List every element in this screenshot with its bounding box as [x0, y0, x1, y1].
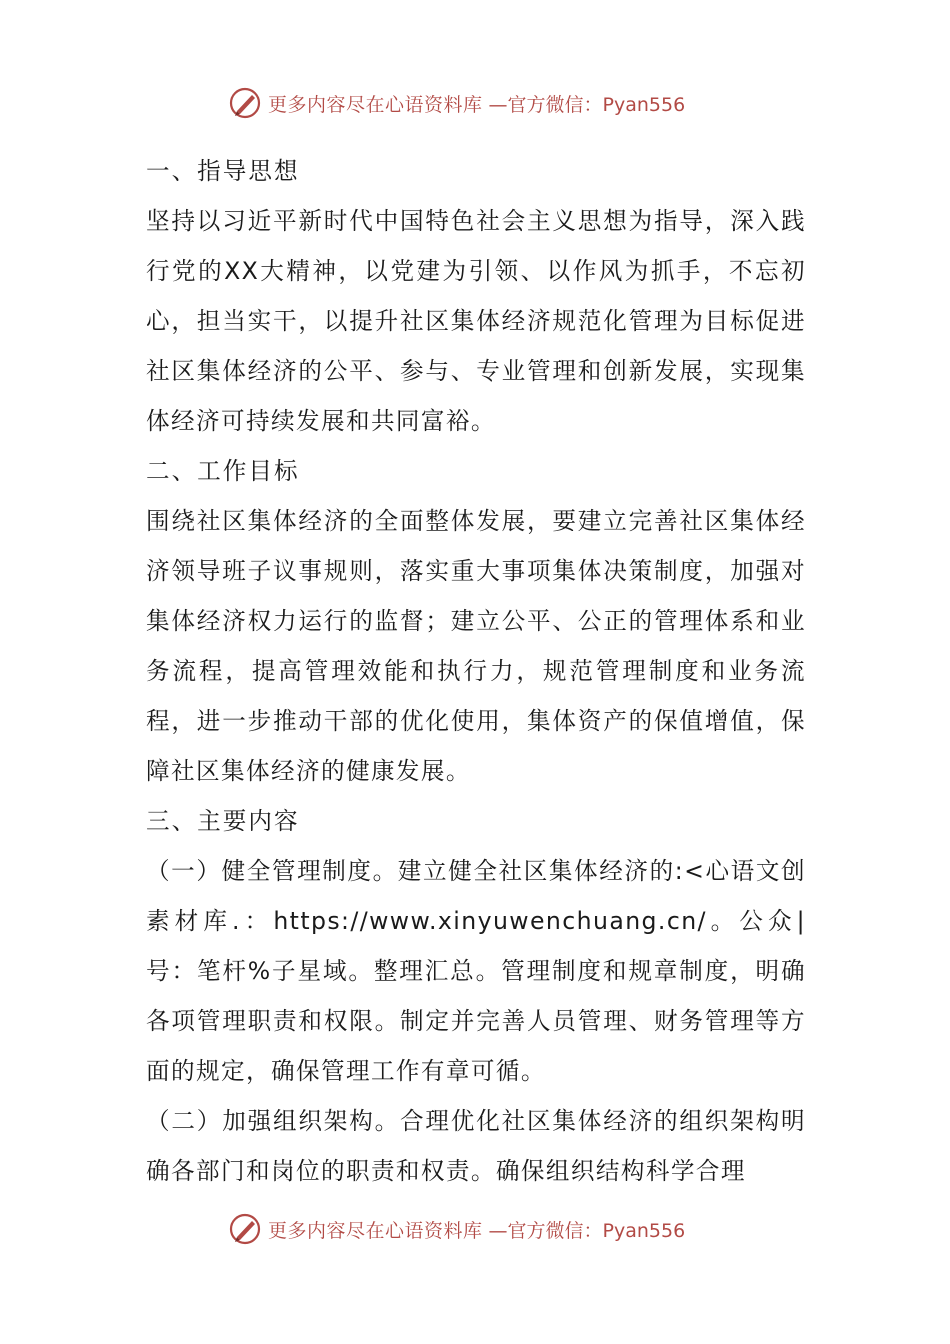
- section-heading: 一、指导思想: [146, 157, 300, 185]
- section-heading: 三、主要内容: [146, 807, 300, 835]
- paragraph: 坚持以习近平新时代中国特色社会主义思想为指导，深入践行党的XX大精神，以党建为引领、以作风为抓手，不忘初心，担当实干，以提升社区集体经济规范化管理为目标促进社区集体经济的公平、参与、专业管理和创新发展，实现集体经济可持续发展和共同富裕。: [146, 207, 806, 435]
- promo-text: 更多内容尽在心语资料库: [268, 93, 483, 116]
- document-body: [146, 146, 806, 1196]
- section-heading: 二、工作目标: [146, 457, 300, 485]
- paragraph: 围绕社区集体经济的全面整体发展，要建立完善社区集体经济领导班子议事规则，落实重大事项集体决策制度，加强对集体经济权力运行的监督；建立公平、公正的管理体系和业务流程，提高管理效能和执行力，规范管理制度和业务流程，进一步推动干部的优化使用，集体资产的保值增值，保障社区集体经济的健康发展。: [146, 507, 806, 785]
- paragraph: （一）健全管理制度。建立健全社区集体经济的:<心语文创素材库.：https://www.xinyuwenchuang.cn/。公众|号：笔杆%子星域。整理汇总。管理制度和规章制度，明确各项管理职责和权限。制定并完善人员管理、财务管理等方面的规定，确保管理工作有章可循。: [146, 857, 806, 1085]
- promo-text: 更多内容尽在心语资料库: [268, 1219, 483, 1242]
- paragraph: （二）加强组织架构。合理优化社区集体经济的组织架构明确各部门和岗位的职责和权责。确保组织结构科学合理: [146, 1107, 806, 1185]
- footer-banner: [228, 1209, 685, 1249]
- pen-logo-icon: [228, 1212, 262, 1246]
- wechat-text: —官方微信：Pyan556: [488, 93, 686, 116]
- header-banner: [228, 83, 685, 123]
- pen-logo-icon: [228, 86, 262, 120]
- wechat-text: —官方微信：Pyan556: [488, 1219, 686, 1242]
